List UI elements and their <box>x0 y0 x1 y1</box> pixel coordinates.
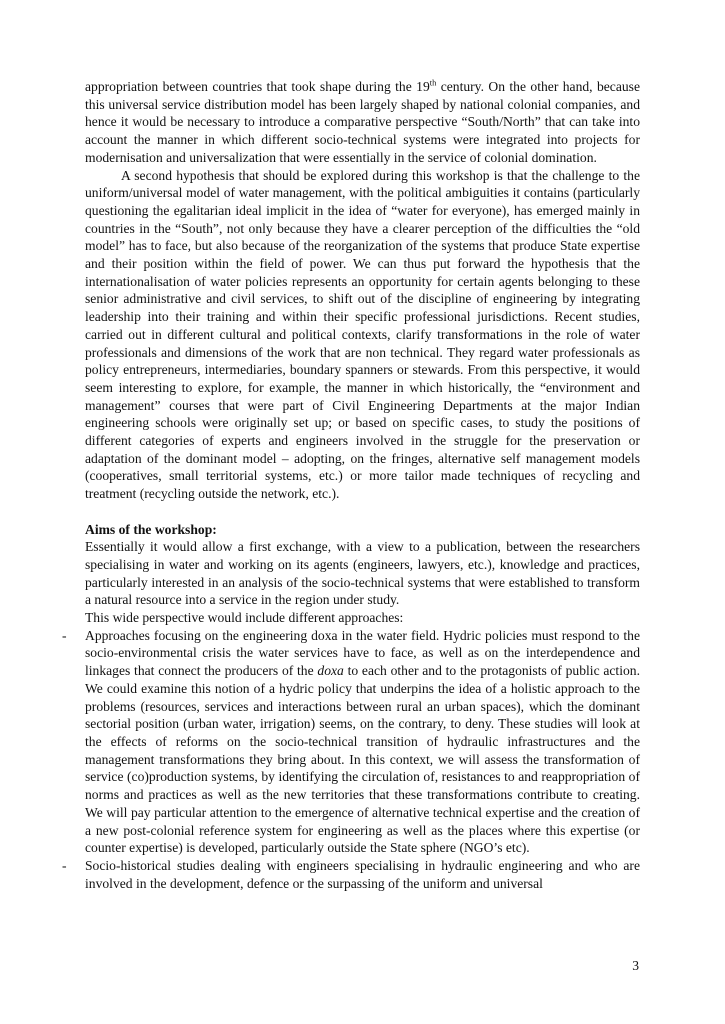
body-text: Socio-historical studies dealing with engineers specialising in hydraulic engineering and who are involved in the development, defence or the surpassing of the uniform and universal <box>85 857 640 891</box>
paragraph <box>85 167 640 503</box>
bullet-item <box>62 857 640 892</box>
bullet-marker: - <box>62 627 67 643</box>
bullet-marker: - <box>62 857 67 873</box>
body-text: This wide perspective would include different approaches: <box>85 610 404 626</box>
bullet-text <box>85 857 640 892</box>
bullet-text <box>85 627 640 857</box>
document-body <box>62 77 640 892</box>
italic-text: doxa <box>317 663 344 679</box>
paragraph <box>85 538 640 609</box>
body-text: Essentially it would allow a first exchange, with a view to a publication, between the researchers specialising in water and working on its agents (engineers, lawyers, etc.), knowledge and practices, particularly interested in an analysis of the socio-technical systems that were established to transform a natural resource into a service in the region under study. <box>85 539 640 608</box>
page-number: 3 <box>632 958 639 973</box>
body-text: Aims of the workshop: <box>85 521 217 537</box>
paragraph <box>85 78 640 167</box>
page-footer <box>632 958 639 974</box>
body-text: century. On the other hand, because this universal service distribution model has been largely shaped by national colonial companies, and hence it would be necessary to introduce a comparative perspective “South/North” that can take into account the manner in which different socio-technical systems were integrated into projects for modernisation and universalization that were essentially in the service of colonial domination. <box>85 79 640 165</box>
body-text: A second hypothesis that should be explored during this workshop is that the challenge to the uniform/universal model of water management, with the political ambiguities it contains (particularly questioning the egalitarian ideal implicit in the idea of “water for everyone), has emerged mainly in countries in the “South”, not only because they have a clearer perception of the difficulties the “old model” has to face, but also because of the reorganization of the systems that produce State expertise and their position within the field of power. We can thus put forward the hypothesis that the internationalisation of water policies represents an opportunity for certain agents belonging to these senior administrative and civil services, to shift out of the discipline of engineering by integrating leadership into their training and within their specific professional jurisdictions. Recent studies, carried out in different cultural and political contexts, clarify transformations in the role of water professionals and dimensions of the work that are non technical. They regard water professionals as policy entrepreneurs, intermediaries, boundary spanners or stewards. From this perspective, it would seem interesting to explore, for example, the manner in which historically, the “environment and management” courses that were part of Civil Engineering Departments at the major Indian engineering schools were originally set up; or based on specific cases, to study the positions of different categories of experts and engineers involved in the struggle for the preservation or adaptation of the dominant model – adopting, on the fringes, alternative self management models (cooperatives, small territorial systems, etc.) or more tailor made techniques of recycling and treatment (recycling outside the network, etc.). <box>85 167 640 502</box>
section-heading <box>85 521 640 539</box>
paragraph <box>85 609 640 627</box>
bullet-item <box>62 627 640 857</box>
body-text: appropriation between countries that took shape during the 19 <box>85 79 430 94</box>
superscript-text: th <box>429 77 437 88</box>
body-text: to each other and to the protagonists of public action. We could examine this notion of a hydric policy that underpins the idea of a holistic approach to the problems (resources, services and interactions between rural an urban spaces), which the dominant sectorial position (urban water, irrigation) seems, on the contrary, to deny. These studies will look at the effects of reforms on the socio-technical transition of hydraulic infrastructures and the management transformations they bring about. In this context, we will assess the transformation of service (co)production systems, by identifying the circulation of, resistances to and reappropriation of norms and practices as well as the new territories that these transformations contribute to creating. We will pay particular attention to the emergence of alternative technical expertise and the creation of a new post-colonial reference system for engineering as well as the places where this expertise (or counter expertise) is developed, particularly outside the State sphere (NGO’s etc). <box>85 663 640 856</box>
body-text: Approaches focusing on the engineering doxa in the water field. Hydric policies must respond to the socio-environmental crisis the water services have to face, as well as on the interdependence and linkages that connect the producers of the <box>85 627 640 679</box>
